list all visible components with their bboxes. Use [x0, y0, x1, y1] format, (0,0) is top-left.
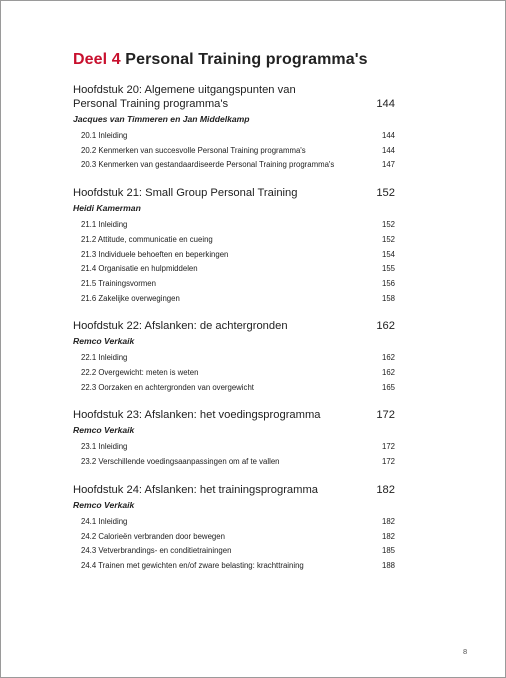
section-entry	[73, 381, 395, 396]
section-page-number: 144	[381, 145, 395, 155]
chapter-author: Remco Verkaik	[73, 336, 135, 347]
table-of-contents	[73, 51, 395, 587]
section-page-number: 158	[381, 293, 395, 303]
part-number: Deel 4	[73, 51, 121, 68]
section-label: 24.1 Inleiding	[81, 516, 128, 526]
section-label: 20.2 Kenmerken van succesvolle Personal Training programma's	[81, 145, 306, 155]
section-page-number: 144	[381, 131, 395, 140]
section-entry	[73, 292, 395, 307]
section-page-number: 172	[381, 457, 395, 467]
section-page-number: 188	[381, 560, 395, 570]
section-page-number: 172	[381, 442, 395, 452]
section-entry	[73, 530, 395, 545]
chapter-author: Remco Verkaik	[73, 499, 135, 510]
chapter-title: Hoofdstuk 21: Small Group Personal Training	[73, 187, 298, 200]
chapter-entry	[73, 408, 395, 469]
chapter-author: Jacques van Timmeren en Jan Middelkamp	[73, 114, 250, 124]
section-entry	[73, 129, 395, 144]
section-entry	[73, 351, 395, 366]
section-label: 23.1 Inleiding	[81, 442, 128, 452]
chapter-entry	[73, 186, 395, 306]
chapter-author: Heidi Kamerman	[73, 203, 141, 214]
section-label: 21.2 Attitude, communicatie en cueing	[81, 234, 213, 244]
chapter-entry	[73, 319, 395, 395]
section-page-number: 152	[381, 234, 395, 244]
section-label: 21.3 Individuele behoeften en beperkingen	[81, 249, 229, 259]
chapter-author: Remco Verkaik	[73, 425, 135, 436]
section-page-number: 165	[381, 382, 395, 392]
section-entry	[73, 277, 395, 292]
section-page-number: 147	[381, 160, 395, 170]
section-label: 21.1 Inleiding	[81, 220, 128, 230]
section-label: 20.1 Inleiding	[81, 131, 128, 140]
section-entry	[73, 515, 395, 530]
chapter-title: Hoofdstuk 22: Afslanken: de achtergronden	[73, 320, 288, 333]
chapter-heading	[73, 319, 395, 333]
section-entry	[73, 455, 395, 470]
section-page-number: 162	[381, 368, 395, 378]
section-entry	[73, 544, 395, 559]
section-entry	[73, 262, 395, 277]
section-label: 24.4 Trainen met gewichten en/of zware belasting: krachttraining	[81, 560, 304, 570]
section-entry	[73, 366, 395, 381]
section-label: 24.3 Vetverbrandings- en conditietrainingen	[81, 546, 232, 556]
chapter-page-number: 144	[376, 98, 395, 110]
section-label: 24.2 Calorieën verbranden door bewegen	[81, 531, 225, 541]
section-page-number: 182	[381, 516, 395, 526]
chapter-page-number: 182	[376, 483, 395, 496]
section-label: 21.4 Organisatie en hulpmiddelen	[81, 264, 198, 274]
chapter-heading	[73, 483, 395, 497]
section-entry	[73, 248, 395, 263]
section-entry	[73, 559, 395, 574]
section-page-number: 154	[381, 249, 395, 259]
chapter-heading	[73, 408, 395, 422]
chapter-entry	[73, 483, 395, 574]
chapter-list	[73, 83, 395, 574]
chapter-page-number: 162	[376, 320, 395, 333]
section-label: 20.3 Kenmerken van gestandaardiseerde Personal Training programma's	[81, 160, 335, 170]
section-label: 23.2 Verschillende voedingsaanpassingen om af te vallen	[81, 457, 280, 467]
section-entry	[73, 440, 395, 455]
section-entry	[73, 144, 395, 159]
section-label: 22.1 Inleiding	[81, 353, 128, 363]
part-title: Personal Training programma's	[125, 51, 368, 68]
chapter-page-number: 172	[376, 409, 395, 422]
section-page-number: 162	[381, 353, 395, 363]
section-label: 22.3 Oorzaken en achtergronden van overgewicht	[81, 382, 254, 392]
section-page-number: 152	[381, 220, 395, 230]
chapter-page-number: 152	[376, 187, 395, 200]
chapter-title: Hoofdstuk 23: Afslanken: het voedingsprogramma	[73, 409, 321, 422]
section-page-number: 185	[381, 546, 395, 556]
page-number: 8	[463, 647, 468, 656]
section-page-number: 155	[381, 264, 395, 274]
section-label: 21.6 Zakelijke overwegingen	[81, 293, 180, 303]
chapter-heading	[73, 83, 395, 111]
section-page-number: 156	[381, 278, 395, 288]
chapter-entry	[73, 83, 395, 173]
section-entry	[73, 233, 395, 248]
chapter-heading	[73, 186, 395, 200]
section-entry	[73, 218, 395, 233]
section-label: 22.2 Overgewicht: meten is weten	[81, 368, 199, 378]
chapter-title: Hoofdstuk 24: Afslanken: het trainingsprogramma	[73, 483, 319, 496]
part-heading	[73, 51, 395, 69]
section-page-number: 182	[381, 531, 395, 541]
chapter-title: Hoofdstuk 20: Algemene uitgangspunten van Personal Training programma's	[73, 84, 296, 110]
section-entry	[73, 158, 395, 173]
section-label: 21.5 Trainingsvormen	[81, 278, 156, 288]
